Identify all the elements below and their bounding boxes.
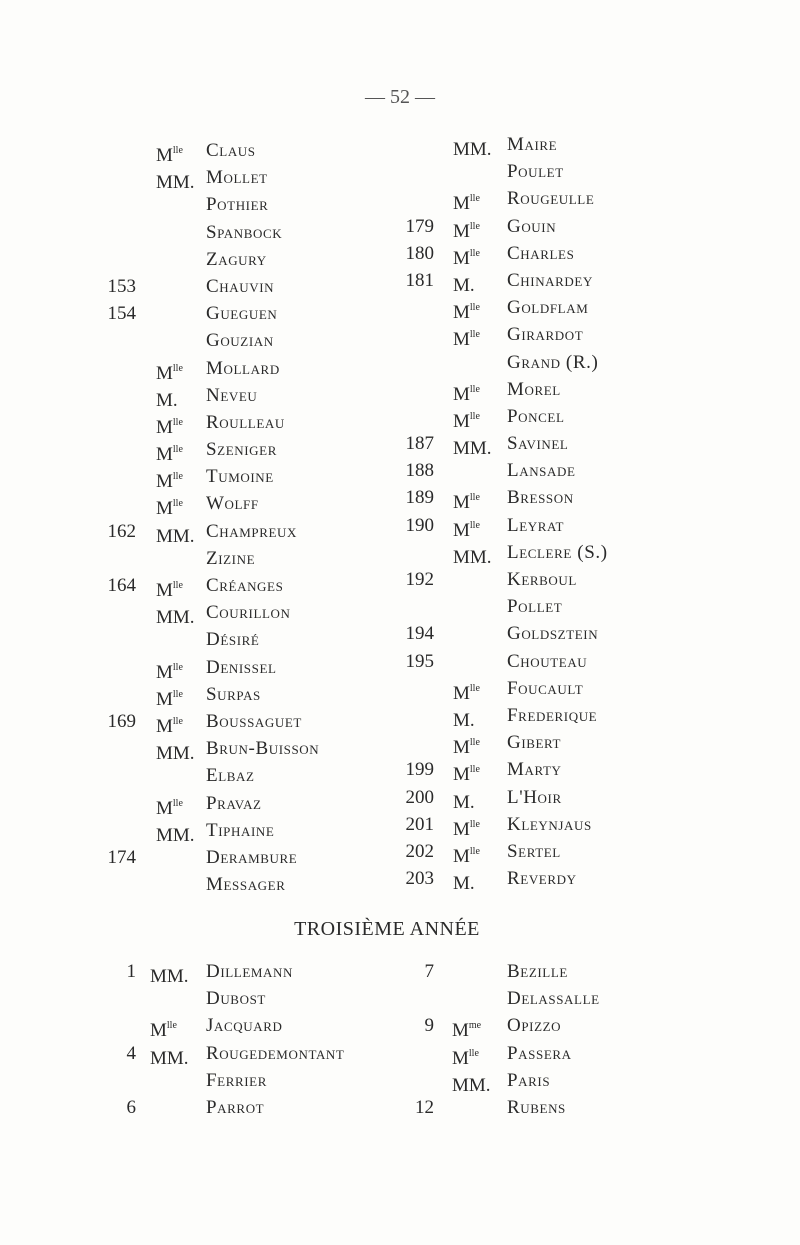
entry-title-text: M — [156, 797, 173, 819]
entry-name: Lansade — [507, 460, 576, 482]
entry-rank: 154 — [107, 303, 136, 325]
entry-title-text: M — [453, 845, 470, 867]
list-entry — [390, 213, 790, 240]
list-entry — [92, 545, 422, 572]
entry-title-text: M — [156, 661, 173, 683]
list-entry — [92, 463, 422, 493]
entry-rank: 12 — [415, 1096, 434, 1118]
entry-name: Chinardey — [507, 269, 593, 291]
entry-name: Mollet — [206, 167, 268, 189]
list-entry — [390, 349, 790, 376]
entry-name: Goldsztein — [507, 623, 599, 645]
entry-title-text: MM. — [150, 966, 189, 987]
list-entry — [92, 327, 422, 354]
entry-name: Maire — [507, 134, 558, 155]
list-entry — [390, 729, 790, 759]
entry-title-text: M — [453, 329, 470, 351]
entry-title-suffix: me — [468, 1020, 482, 1032]
list-entry — [92, 654, 422, 681]
entry-name: Rubens — [507, 1096, 566, 1118]
list-entry — [92, 790, 422, 817]
entry-name: Morel — [507, 378, 561, 400]
page-number: — 52 — — [365, 86, 435, 108]
entry-title-text: M. — [453, 873, 475, 895]
entry-name: Zagury — [206, 248, 267, 270]
entry-title-text: M. — [453, 709, 475, 731]
entry-title-text: MM. — [453, 546, 492, 568]
list-entry — [390, 1094, 790, 1121]
entry-title-text: M — [453, 492, 470, 514]
entry-name: Champreux — [206, 520, 298, 542]
entry-name: Pravaz — [206, 792, 262, 814]
right-name-list — [390, 131, 790, 895]
list-entry — [92, 735, 422, 765]
entry-name: Zizine — [206, 547, 256, 569]
entry-name: L'Hoir — [507, 786, 562, 808]
entry-title-text: M — [453, 220, 470, 242]
list-entry — [390, 593, 790, 620]
entry-rank: 192 — [405, 569, 434, 590]
entry-title-suffix: lle — [469, 519, 480, 531]
entry-name: Désiré — [206, 629, 260, 651]
entry-name: Sertel — [507, 840, 561, 862]
entry-title-suffix: lle — [469, 682, 480, 694]
entry-title-text: MM. — [453, 139, 492, 160]
entry-title-suffix: lle — [469, 247, 480, 259]
entry-rank: 9 — [424, 1015, 434, 1037]
entry-rank: 1 — [126, 961, 136, 982]
entry-title-text: M — [452, 1047, 469, 1069]
entry-title-text: M. — [453, 791, 475, 813]
entry-name: Opizzo — [507, 1015, 562, 1037]
entry-title-suffix: lle — [172, 444, 183, 456]
list-entry — [390, 294, 790, 324]
list-entry — [92, 817, 422, 844]
entry-rank: 153 — [107, 275, 136, 297]
list-entry — [390, 131, 790, 158]
list-entry — [92, 572, 422, 599]
entry-name: Dubost — [206, 988, 266, 1010]
entry-title-suffix: lle — [172, 362, 183, 374]
list-entry — [92, 300, 422, 327]
entry-title — [453, 865, 475, 897]
entry-name: Charles — [507, 242, 575, 264]
entry-name: Tumoine — [206, 466, 274, 488]
entry-name: Neveu — [206, 384, 258, 406]
list-entry — [390, 403, 790, 430]
entry-title-text: MM. — [452, 1074, 491, 1096]
list-entry — [92, 1012, 422, 1042]
entry-title-suffix: lle — [172, 471, 183, 483]
entry-name: Jacquard — [206, 1015, 283, 1037]
entry-title-suffix: lle — [172, 797, 183, 809]
entry-name: Poulet — [507, 161, 564, 183]
list-entry — [390, 620, 790, 647]
entry-name: Rougeulle — [507, 188, 595, 210]
list-entry — [92, 708, 422, 735]
entry-name: Marty — [507, 759, 562, 781]
entry-rank: 6 — [126, 1096, 136, 1118]
entry-rank: 187 — [405, 433, 434, 455]
list-entry — [92, 191, 422, 218]
entry-rank: 174 — [107, 846, 136, 868]
entry-title-suffix: lle — [469, 329, 480, 341]
section-heading: TROISIÈME ANNÉE — [294, 918, 480, 940]
entry-rank: 200 — [405, 786, 434, 808]
list-entry — [92, 626, 422, 653]
entry-title-text: M — [453, 410, 470, 432]
entry-rank: 181 — [405, 269, 434, 291]
list-entry — [390, 811, 790, 838]
entry-title-text: MM. — [156, 607, 195, 629]
entry-title-text: M — [156, 471, 173, 493]
list-entry — [390, 838, 790, 865]
entry-name: Poncel — [507, 405, 565, 427]
entry-name: Girardot — [507, 324, 584, 346]
list-entry — [92, 273, 422, 300]
entry-name: Boussaguet — [206, 710, 302, 732]
entry-name: Dillemann — [206, 961, 293, 982]
entry-rank: 179 — [405, 215, 434, 237]
entry-name: Bezille — [507, 961, 568, 982]
list-entry — [390, 1040, 790, 1067]
entry-name: Leclere (S.) — [507, 541, 608, 563]
list-entry — [92, 518, 422, 545]
entry-name: Claus — [206, 140, 256, 161]
list-entry — [390, 484, 790, 514]
entry-title-suffix: lle — [172, 688, 183, 700]
entry-title-text: M — [453, 682, 470, 704]
list-entry — [390, 985, 790, 1012]
entry-name: Elbaz — [206, 765, 255, 787]
entry-rank: 169 — [107, 710, 136, 732]
entry-rank: 201 — [405, 813, 434, 835]
list-entry — [92, 599, 422, 629]
entry-name: Reverdy — [507, 868, 577, 890]
entry-name: Szeniger — [206, 439, 277, 461]
list-entry — [390, 321, 790, 351]
entry-name: Spanbock — [206, 221, 283, 243]
entry-title-text: M — [156, 580, 173, 601]
entry-rank: 194 — [405, 623, 434, 645]
list-entry — [92, 871, 422, 898]
entry-rank: 162 — [107, 520, 136, 542]
bottom-right-name-list — [390, 958, 790, 1121]
entry-title-text: MM. — [156, 525, 195, 547]
bottom-left-name-list — [92, 958, 422, 1121]
entry-name: Chauvin — [206, 275, 275, 297]
list-entry — [92, 246, 422, 273]
entry-title-text: M — [453, 383, 470, 405]
entry-name: Grand (R.) — [507, 351, 599, 373]
entry-name: Leyrat — [507, 514, 565, 536]
entry-rank: 7 — [424, 961, 434, 982]
entry-name: Courillon — [206, 602, 291, 624]
entry-name: Passera — [507, 1042, 572, 1064]
entry-title-suffix: lle — [469, 220, 480, 232]
entry-name: Créanges — [206, 575, 284, 596]
list-entry — [390, 376, 790, 403]
entry-name: Pollet — [507, 596, 563, 618]
list-entry — [92, 355, 422, 382]
entry-title-text: M — [453, 519, 470, 541]
entry-title-suffix: lle — [469, 818, 480, 830]
entry-title-text: M — [453, 193, 470, 215]
entry-rank: 199 — [405, 759, 434, 781]
entry-name: Surpas — [206, 683, 261, 705]
list-entry — [92, 219, 422, 246]
list-entry — [390, 158, 790, 185]
entry-name: Paris — [507, 1069, 551, 1091]
entry-title-text: MM. — [150, 1047, 189, 1069]
entry-title-text: M — [453, 764, 470, 786]
entry-name: Mollard — [206, 357, 280, 379]
entry-name: Chouteau — [507, 650, 588, 672]
entry-title-text: M — [156, 444, 173, 466]
entry-title-suffix: lle — [172, 661, 183, 673]
list-entry — [92, 436, 422, 466]
entry-title-suffix: lle — [469, 845, 480, 857]
entry-title-text: MM. — [156, 824, 195, 846]
entry-title-suffix: lle — [172, 145, 183, 156]
entry-name: Kleynjaus — [507, 813, 592, 835]
entry-name: Derambure — [206, 846, 298, 868]
entry-name: Gouin — [507, 215, 557, 237]
list-entry — [390, 1067, 790, 1094]
entry-title-suffix: lle — [172, 715, 183, 727]
list-entry — [390, 267, 790, 294]
entry-rank: 189 — [405, 487, 434, 509]
list-entry — [92, 382, 422, 409]
list-entry — [390, 539, 790, 566]
entry-title-text: M. — [453, 274, 475, 296]
entry-name: Foucault — [507, 677, 584, 699]
list-entry — [92, 164, 422, 194]
entry-title-suffix: lle — [469, 737, 480, 749]
entry-title-text: M. — [156, 389, 178, 411]
entry-name: Wolff — [206, 493, 259, 515]
entry-title-text: M — [156, 362, 173, 384]
entry-name: Savinel — [507, 433, 569, 455]
list-entry — [92, 409, 422, 436]
entry-title-text: M — [156, 688, 173, 710]
list-entry — [390, 512, 790, 539]
entry-title-suffix: lle — [172, 580, 183, 591]
entry-rank: 164 — [107, 575, 136, 596]
entry-rank: 190 — [405, 514, 434, 536]
entry-title-text: MM. — [156, 172, 195, 194]
entry-title-suffix: lle — [469, 383, 480, 395]
entry-name: Gouzian — [206, 330, 274, 352]
entry-title-text: M — [156, 498, 173, 520]
list-entry — [92, 762, 422, 789]
list-entry — [390, 1012, 790, 1042]
entry-name: Ferrier — [206, 1069, 267, 1091]
list-entry — [92, 490, 422, 520]
list-entry — [92, 1094, 422, 1121]
entry-rank: 188 — [405, 460, 434, 482]
entry-title-text: M — [156, 145, 173, 166]
list-entry — [92, 1040, 422, 1067]
entry-name: Gueguen — [206, 303, 278, 325]
entry-name: Delassalle — [507, 988, 600, 1010]
entry-name: Bresson — [507, 487, 574, 509]
entry-title-text: MM. — [453, 438, 492, 460]
entry-title-text: M — [150, 1020, 167, 1042]
entry-title-suffix: lle — [469, 193, 480, 205]
list-entry — [92, 1067, 422, 1094]
entry-title-text: M — [453, 818, 470, 840]
list-entry — [390, 185, 790, 215]
entry-rank: 180 — [405, 242, 434, 264]
entry-rank: 202 — [405, 840, 434, 862]
entry-title-text: M — [453, 247, 470, 269]
entry-title-suffix: lle — [172, 498, 183, 510]
entry-title-text: M — [453, 737, 470, 759]
entry-title-suffix: lle — [469, 764, 480, 776]
list-entry — [390, 784, 790, 811]
entry-title-suffix: lle — [468, 1047, 479, 1059]
entry-name: Kerboul — [507, 569, 577, 590]
list-entry — [92, 958, 422, 985]
entry-name: Pothier — [206, 194, 269, 216]
entry-name: Parrot — [206, 1096, 265, 1118]
entry-title-suffix: lle — [469, 302, 480, 314]
entry-rank: 195 — [405, 650, 434, 672]
entry-title-text: M — [453, 302, 470, 324]
entry-name: Brun-Buisson — [206, 738, 320, 760]
list-entry — [390, 756, 790, 786]
entry-title-suffix: lle — [469, 492, 480, 504]
list-entry — [92, 681, 422, 708]
left-name-list — [92, 137, 422, 898]
list-entry — [390, 675, 790, 702]
list-entry — [92, 137, 422, 164]
entry-title-suffix: lle — [469, 410, 480, 422]
entry-name: Tiphaine — [206, 819, 275, 841]
entry-title-text: MM. — [156, 743, 195, 765]
list-entry — [92, 844, 422, 871]
entry-title-text: M — [156, 715, 173, 737]
list-entry — [390, 240, 790, 267]
list-entry — [390, 702, 790, 729]
entry-name: Messager — [206, 874, 286, 896]
entry-title-suffix: lle — [172, 416, 183, 428]
entry-rank: 4 — [126, 1042, 136, 1064]
list-entry — [390, 566, 790, 593]
list-entry — [390, 430, 790, 460]
list-entry — [92, 985, 422, 1012]
entry-title-text: M — [452, 1020, 469, 1042]
list-entry — [390, 457, 790, 484]
entry-rank: 203 — [405, 868, 434, 890]
entry-name: Goldflam — [507, 297, 589, 319]
list-entry — [390, 958, 790, 985]
entry-title-text: M — [156, 416, 173, 438]
entry-name: Rougedemontant — [206, 1042, 345, 1064]
entry-name: Gibert — [507, 732, 562, 754]
entry-name: Frederique — [507, 704, 598, 726]
list-entry — [390, 865, 790, 895]
entry-title-suffix: lle — [166, 1020, 177, 1032]
list-entry — [390, 648, 790, 675]
entry-name: Roulleau — [206, 411, 285, 433]
entry-name: Denissel — [206, 656, 277, 678]
